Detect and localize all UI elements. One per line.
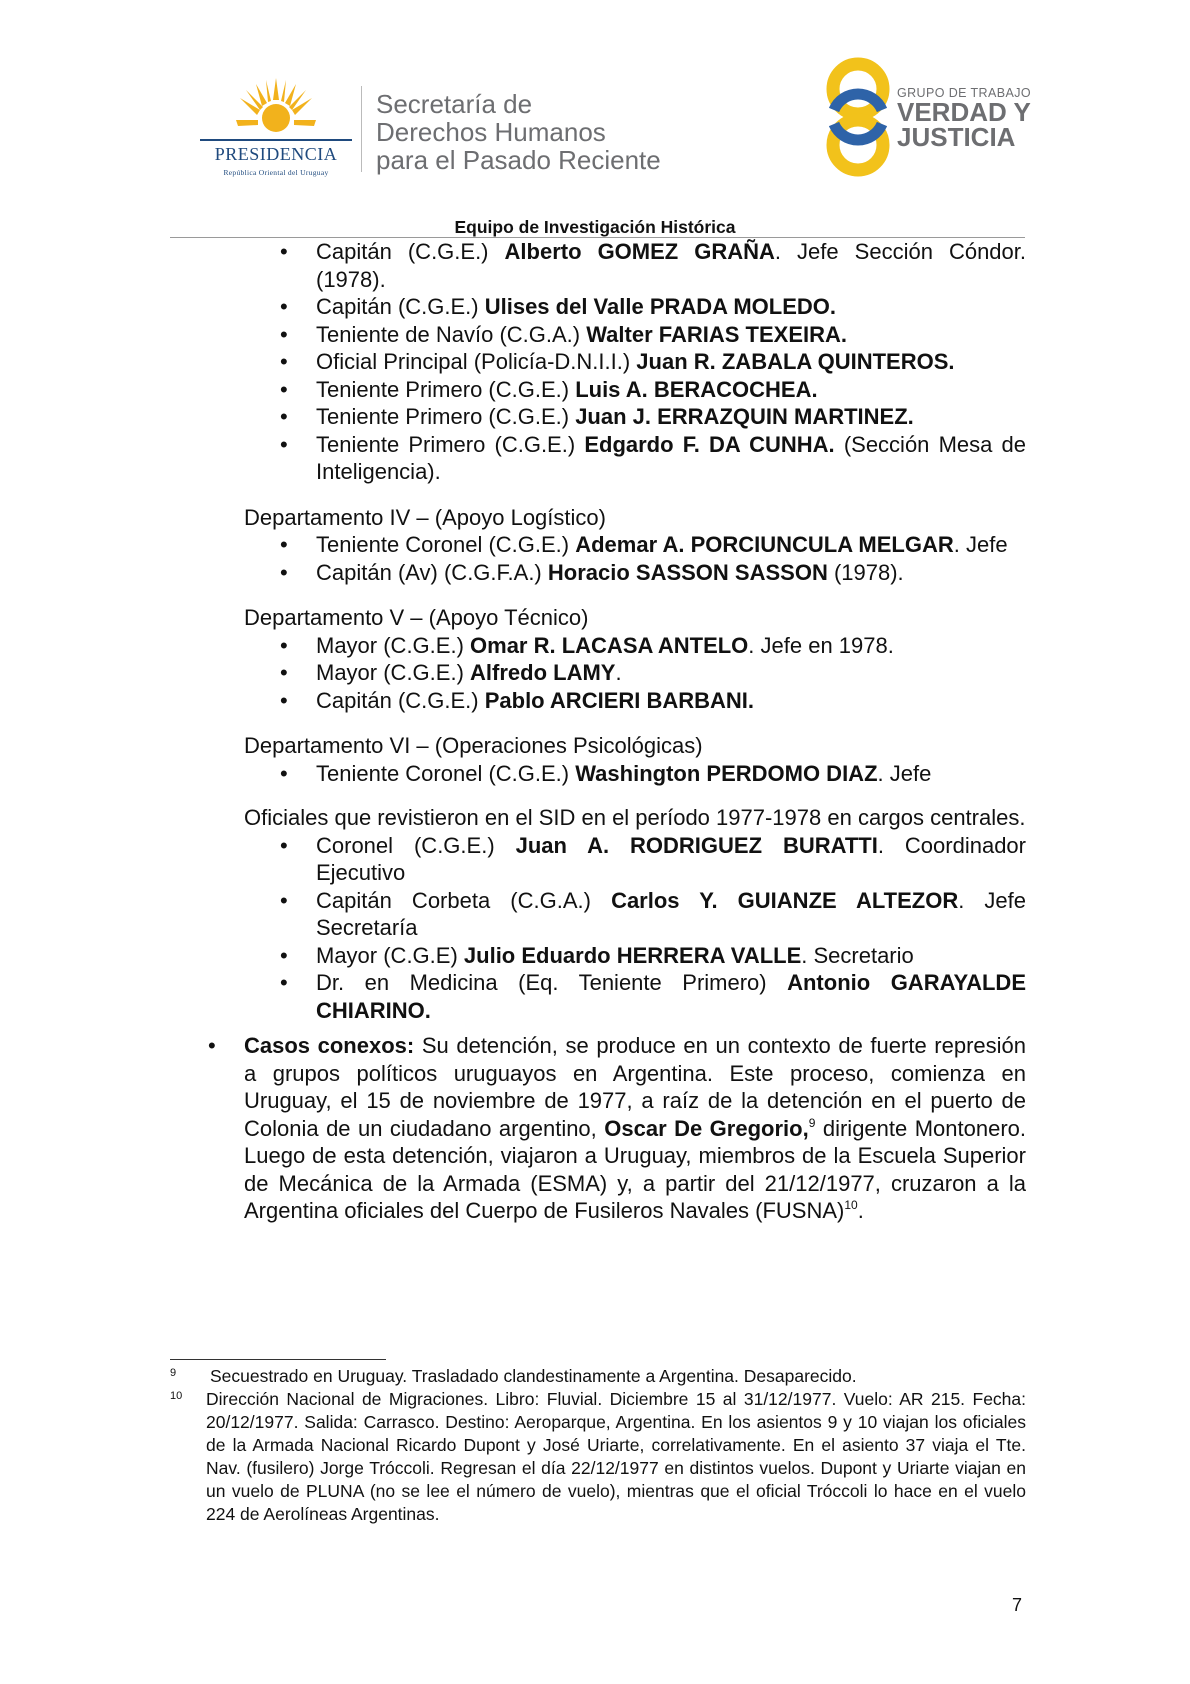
- document-body: [0, 238, 1190, 1225]
- footnote-number: 9: [170, 1367, 177, 1379]
- list-item: • Teniente Primero (C.G.E.) Luis A. BERACOCHEA.: [0, 376, 1026, 404]
- secretaria-line-2: Derechos Humanos: [376, 117, 606, 147]
- grupo-line-3: JUSTICIA: [897, 122, 1016, 152]
- footnotes: [170, 1365, 1026, 1526]
- footnote-10: [170, 1388, 1026, 1526]
- list-item: • Capitán (Av) (C.G.F.A.) Horacio SASSON SASSON (1978).: [0, 559, 1026, 587]
- team-title: Equipo de Investigación Histórica: [454, 217, 736, 237]
- grupo-line-2: VERDAD Y: [897, 97, 1031, 127]
- grupo-trabajo-title: [897, 86, 1031, 150]
- department-vi-heading: Departamento VI – (Operaciones Psicológicas): [244, 733, 703, 758]
- casos-conexos-paragraph: • Casos conexos: Su detención, se produce en un contexto de fuerte represión a grupos políticos uruguayos en Argentina. Este proceso, comienza en Uruguay, el 15 de noviembre de 1977, a raíz de la detención en el puerto de Colonia de un ciudadano argentino, Oscar De Gregorio,$^9$ dirigente Montonero. Luego de esta detención, viajaron a Uruguay, miembros de la Escuela Superior de Mecánica de la Armada (ESMA) y, a partir del 21/12/1977, cruzaron a la Argentina oficiales del Cuerpo de Fusileros Navales (FUSNA)$^{10}$.: [0, 1032, 1026, 1225]
- footnote-text: Dirección Nacional de Migraciones. Libro: Fluvial. Diciembre 15 al 31/12/1977. Vuelo: AR 215. Fecha: 20/12/1977. Salida: Carrasco. Destino: Aeroparque, Argentina. En los asientos 9 y 10 viajan los oficiales de la Armada Nacional Ricardo Dupont y José Uriarte, correlativamente. En el asiento 37 viaja el Tte. Nav. (fusilero) Jorge Tróccoli. Regresan el día 22/12/1977 en distintos vuelos. Dupont y Uriarte viajan en un vuelo de PLUNA (no se lee el número de vuelo), mientras que el oficial Tróccoli lo hace en el vuelo 224 de Aerolíneas Argentinas.: [206, 1389, 1026, 1524]
- casos-conexos-section: [0, 1032, 1190, 1225]
- sun-icon: [236, 78, 316, 140]
- grupo-line-1: GRUPO DE TRABAJO: [897, 86, 1031, 100]
- list-item: • Teniente Coronel (C.G.E.) Washington PERDOMO DIAZ. Jefe: [0, 760, 1026, 788]
- secretaria-line-3: para el Pasado Reciente: [376, 145, 661, 175]
- presidencia-subtitle: República Oriental del Uruguay: [223, 168, 329, 177]
- list-item: • Mayor (C.G.E) Julio Eduardo HERRERA VALLE. Secretario: [0, 942, 1026, 970]
- oficiales-list: [0, 832, 1190, 1025]
- footnote-number: 10: [170, 1390, 183, 1402]
- footnote-separator: [170, 1359, 386, 1360]
- department-iv-list: [0, 531, 1190, 586]
- list-item: • Teniente Primero (C.G.E.) Edgardo F. DA CUNHA. (Sección Mesa de Inteligencia).: [0, 431, 1026, 486]
- presidencia-logo: [196, 78, 356, 178]
- department-vi-list: [0, 760, 1190, 788]
- list-item: • Oficial Principal (Policía-D.N.I.I.) Juan R. ZABALA QUINTEROS.: [0, 348, 1026, 376]
- department-iv-heading: Departamento IV – (Apoyo Logístico): [244, 504, 606, 530]
- list-item: • Capitán (C.G.E.) Alberto GOMEZ GRAÑA. Jefe Sección Cóndor. (1978).: [0, 238, 1026, 293]
- list-item: • Teniente de Navío (C.G.A.) Walter FARIAS TEXEIRA.: [0, 321, 1026, 349]
- footnote-9: [170, 1365, 1026, 1388]
- list-item: • Mayor (C.G.E.) Alfredo LAMY.: [0, 659, 1026, 687]
- page-number: 7: [1012, 1595, 1023, 1615]
- list-item: • Mayor (C.G.E.) Omar R. LACASA ANTELO. Jefe en 1978.: [0, 632, 1026, 660]
- list-item: • Dr. en Medicina (Eq. Teniente Primero) Antonio GARAYALDE CHIARINO.: [0, 969, 1026, 1024]
- footnote-ref: 10: [844, 1198, 858, 1212]
- presidencia-rule: [200, 139, 352, 141]
- footnote-ref: 9: [808, 1115, 816, 1130]
- secretaria-line-1: Secretaría de: [376, 89, 533, 119]
- oficiales-intro: Oficiales que revistieron en el SID en el período 1977-1978 en cargos centrales.: [244, 805, 1026, 830]
- casos-conexos-label: Casos conexos:: [244, 1033, 415, 1058]
- header-separator: [361, 86, 362, 172]
- department-v-heading: Departamento V – (Apoyo Técnico): [244, 605, 589, 630]
- list-item: • Coronel (C.G.E.) Juan A. RODRIGUEZ BURATTI. Coordinador Ejecutivo: [0, 832, 1026, 887]
- list-item: • Capitán Corbeta (C.G.A.) Carlos Y. GUIANZE ALTEZOR. Jefe Secretaría: [0, 887, 1026, 942]
- list-item: • Capitán (C.G.E.) Pablo ARCIERI BARBANI.: [0, 687, 1026, 715]
- presidencia-name: PRESIDENCIA: [214, 144, 338, 164]
- list-item: • Teniente Coronel (C.G.E.) Ademar A. PORCIUNCULA MELGAR. Jefe: [0, 531, 1026, 559]
- list-item: • Teniente Primero (C.G.E.) Juan J. ERRAZQUIN MARTINEZ.: [0, 403, 1026, 431]
- footnote-text: Secuestrado en Uruguay. Trasladado clandestinamente a Argentina. Desaparecido.: [210, 1366, 857, 1386]
- secretaria-title: [376, 90, 661, 174]
- officer-list-top: [0, 238, 1190, 486]
- list-item: • Capitán (C.G.E.) Ulises del Valle PRADA MOLEDO.: [0, 293, 1026, 321]
- department-v-list: [0, 632, 1190, 715]
- verdad-justicia-rings-icon: [824, 56, 892, 180]
